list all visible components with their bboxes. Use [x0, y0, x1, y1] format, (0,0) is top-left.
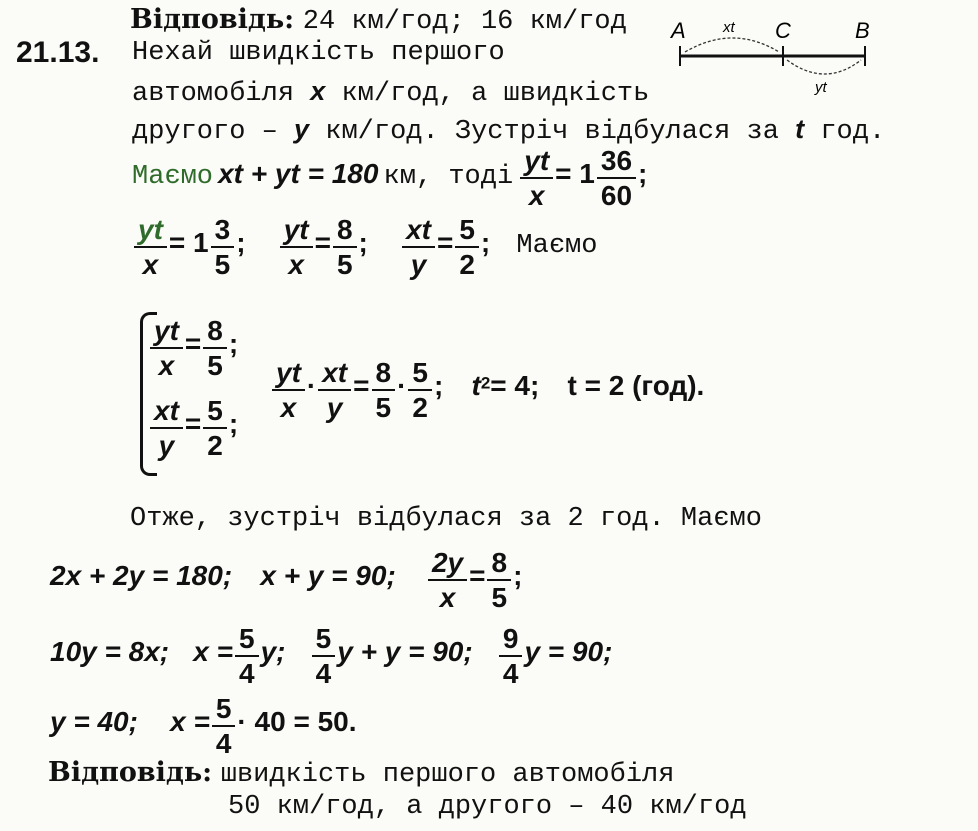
label-xt: xt — [723, 19, 735, 36]
system-row-2: $\frac{xt}{y}$ = $\frac{5}{2}$ ; — [148, 396, 238, 461]
final-answer-label: Відповідь: — [48, 757, 213, 788]
arc-xt — [685, 38, 779, 52]
problem-line-1: Нехай швидкість першого — [132, 38, 505, 68]
system-row-1: $\frac{yt}{x}$ = $\frac{8}{5}$ ; — [148, 316, 238, 381]
equation-line-2: $\frac{yt}{x}$ = 1 $\frac{3}{5}$ ; $\frac{yt}{x}$ = $\frac{8}{5}$ ; $\frac{xt}{y}$ = $\frac{5}{2}$ ; Маємо — [132, 215, 597, 280]
previous-answer — [130, 4, 627, 37]
label-yt: yt — [815, 79, 827, 96]
problem-line-3: другого – y км/год. Зустріч відбулася за t год. — [132, 114, 886, 147]
point-b: B — [855, 18, 870, 43]
problem-number: 21.13. — [16, 36, 100, 69]
segment-diagram — [665, 14, 885, 104]
point-c: C — [775, 18, 791, 43]
equation-line-5: y = 40; x = $\frac{5}{4}$ · 40 = 50. — [50, 693, 357, 760]
system-product: $\frac{yt}{x}$ · $\frac{xt}{y}$ = $\frac{8}{5}$ · $\frac{5}{2}$ ; t2= 4; t = 2 (год). — [270, 358, 704, 423]
equation-line-3: 2x + 2y = 180; x + y = 90; $\frac{2y}{x}$ = $\frac{8}{5}$ ; — [50, 547, 523, 614]
answer-label: Відповідь: — [130, 4, 295, 35]
answer-text: 24 км/год; 16 км/год — [302, 7, 627, 37]
conclusion-line: Отже, зустріч відбулася за 2 год. Маємо — [130, 504, 762, 534]
final-answer-line-2: 50 км/год, а другого – 40 км/год — [228, 792, 747, 822]
equation-line-4: 10y = 8x; x = $\frac{5}{4}$ y; $\frac{5}{4}$ y + y = 90; $\frac{9}{4}$ y = 90; — [50, 623, 613, 690]
equation-line-1: Маємо xt + yt = 180 км, тоді $\frac{yt}{x}$ = 1 $\frac{36}{60}$ ; — [132, 145, 648, 212]
final-answer-line-1: Відповідь: швидкість першого автомобіля — [48, 757, 675, 790]
point-a: A — [671, 18, 686, 43]
time-result: t = 2 (год). — [567, 369, 705, 401]
arc-yt — [787, 60, 861, 74]
problem-line-2: автомобіля x км/год, а швидкість — [132, 76, 650, 109]
